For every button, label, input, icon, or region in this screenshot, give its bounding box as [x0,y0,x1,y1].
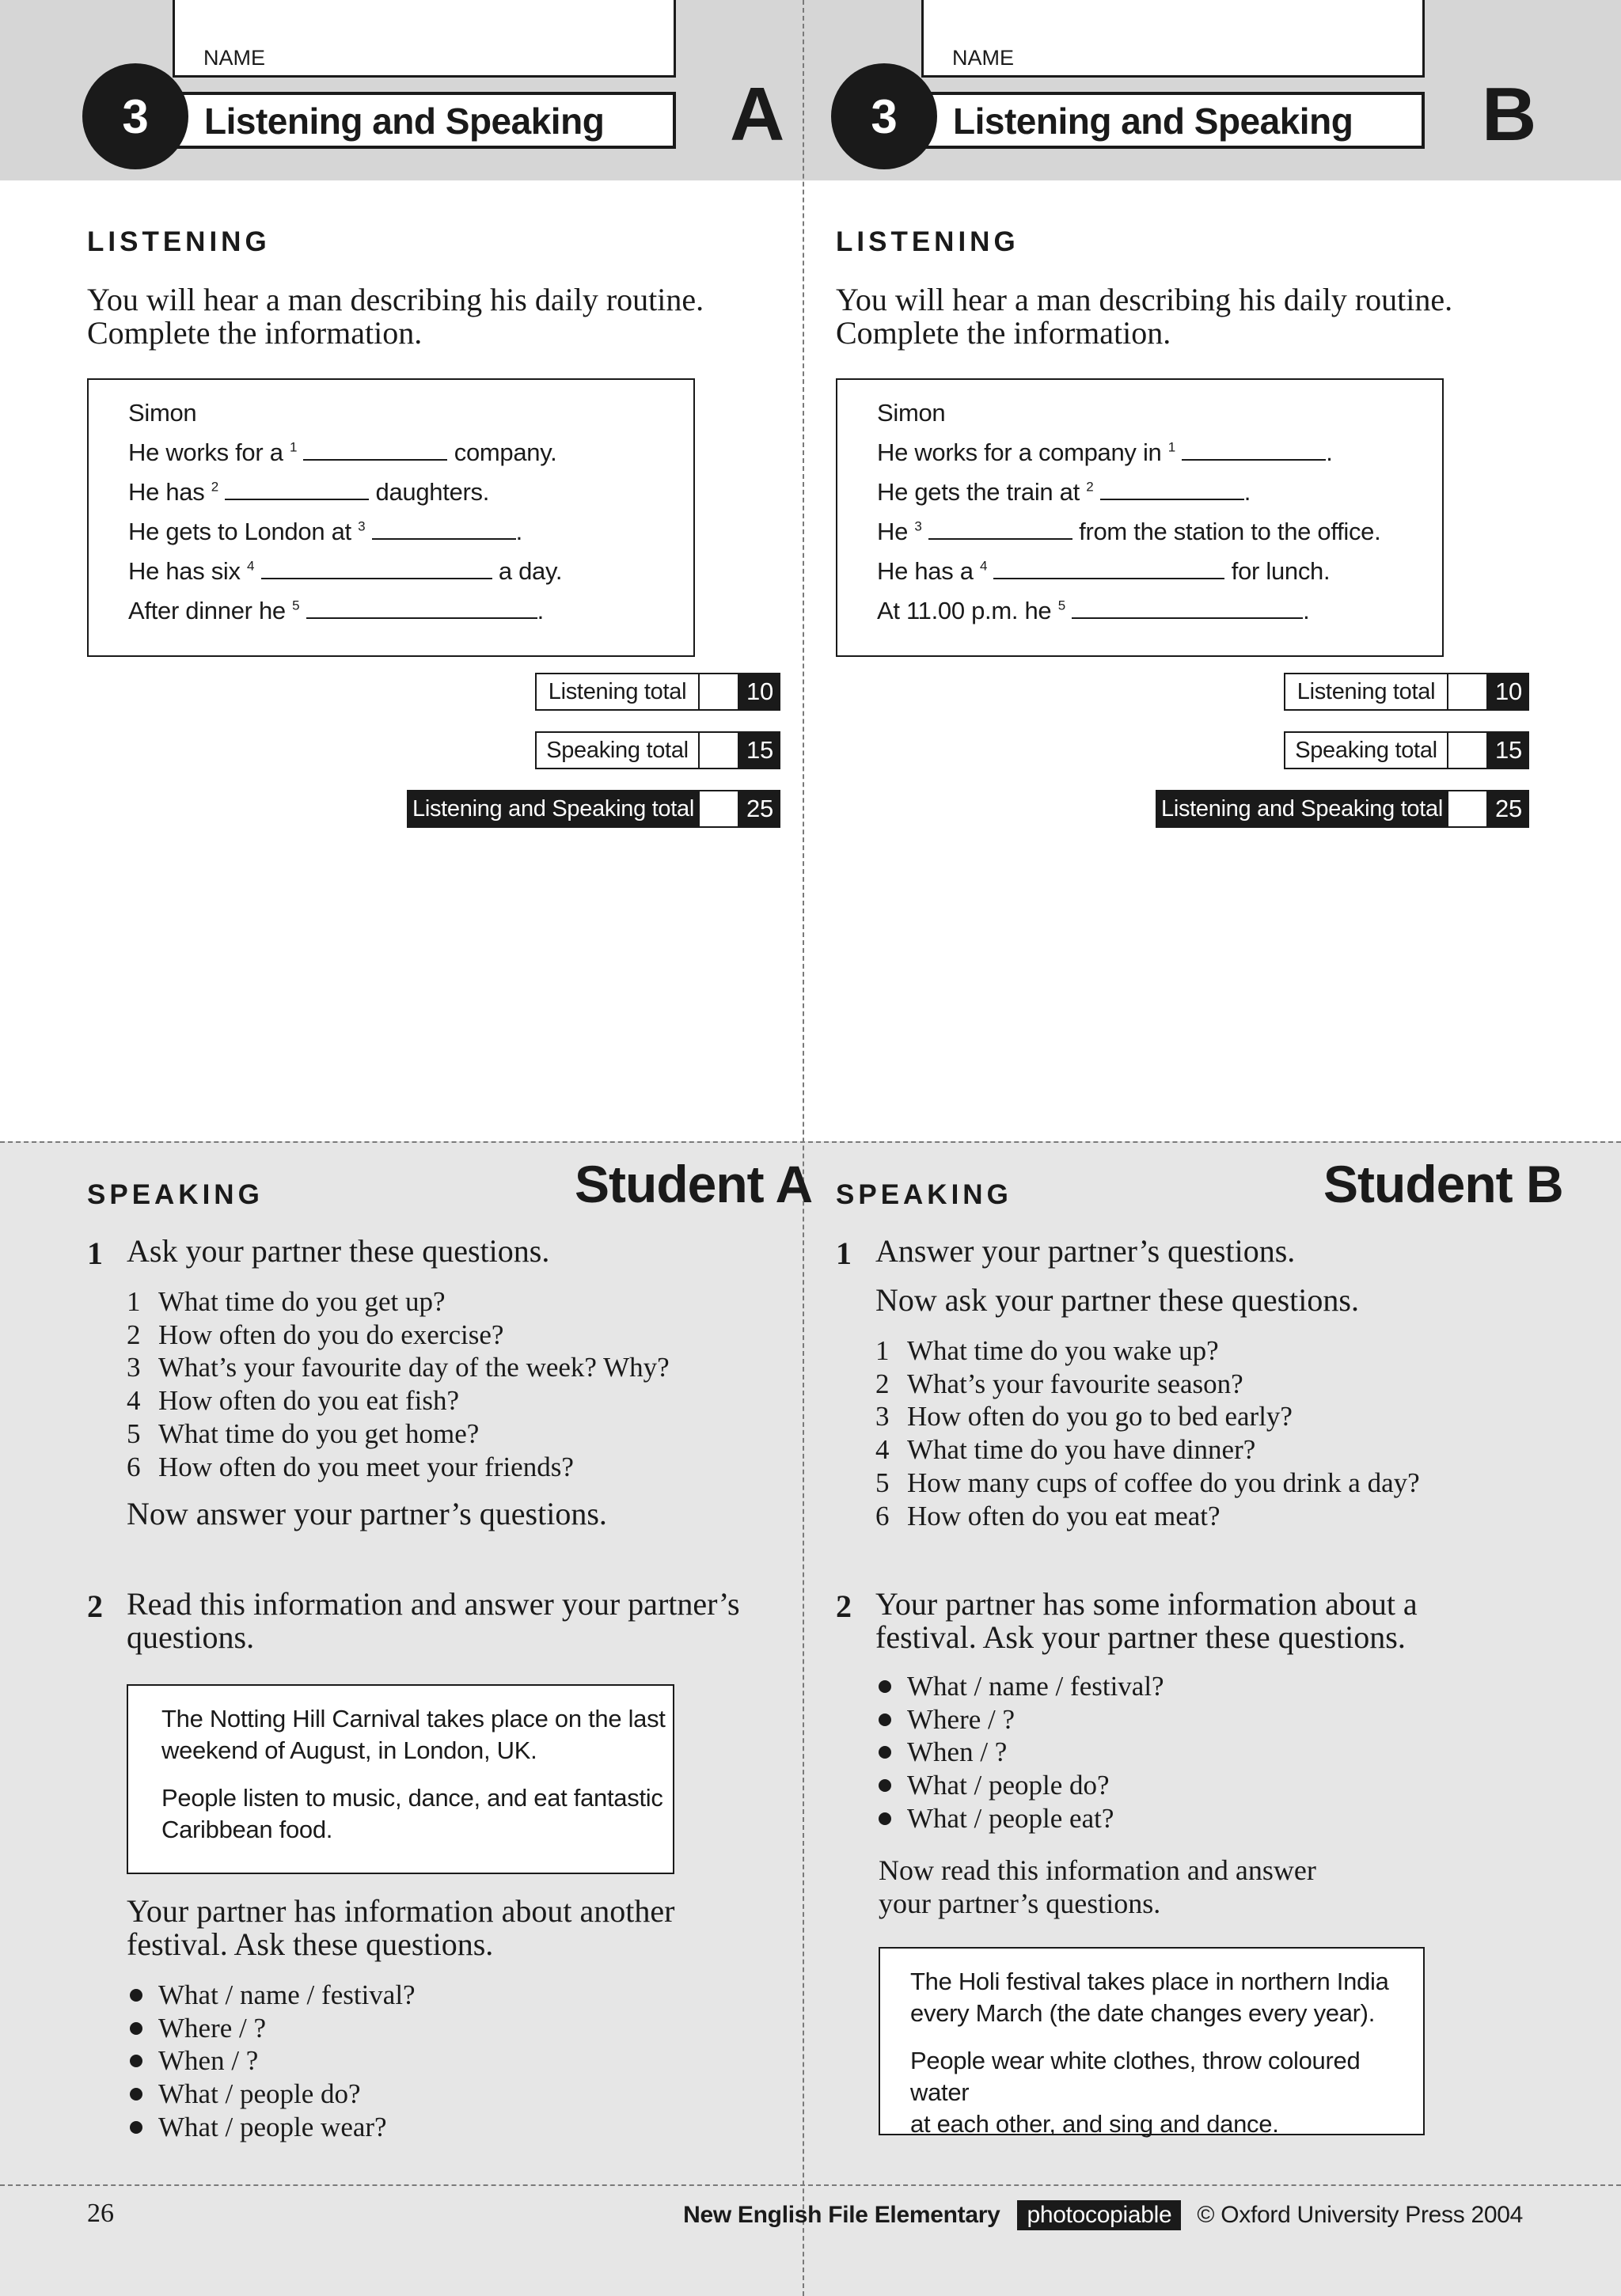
answer-blank[interactable] [372,521,516,540]
info-text-box-a [127,1684,674,1874]
speaking-heading: SPEAKING [87,1179,264,1210]
score-entry-box[interactable] [700,731,739,769]
photocopiable-badge: photocopiable [1017,2200,1181,2230]
bullet-item: What / people wear? [130,2111,416,2144]
list-item: 5 How many cups of coffee do you drink a day? [875,1467,1420,1498]
overall-total-score [1156,790,1529,828]
question-instruction: Read this information and answer your partner’s questions. [127,1586,740,1655]
bullet-icon [130,2022,142,2035]
list-item: 6 How often do you eat meat? [875,1500,1220,1531]
info-text-box-b [879,1947,1425,2138]
score-entry-box[interactable] [700,790,739,828]
question-subinstruction: Now ask your partner these questions. [875,1282,1359,1318]
intro-line: You will hear a man describing his daily routine. [87,282,704,317]
score-entry-box[interactable] [700,673,739,711]
speaking-heading: SPEAKING [836,1179,1012,1210]
question-number: 1 [87,1235,103,1271]
score-max: 15 [1488,731,1529,769]
info-line-2: He has $^2$ daughters. [128,478,490,506]
student-label-b: Student B [1323,1155,1563,1213]
list-item: 1 What time do you get up? [127,1286,446,1317]
answer-blank[interactable] [1072,600,1303,619]
listening-heading: LISTENING [836,226,1019,257]
score-max: 10 [1488,673,1529,711]
answer-blank[interactable] [993,560,1224,579]
cut-line-vertical [803,0,804,2296]
listening-total-score [1284,673,1529,711]
bullet-icon [879,1779,891,1792]
score-label: Listening total [1284,673,1448,711]
info-line-3: He $^3$ from the station to the office. [877,518,1381,545]
question-followup: Now read this information and answer your partner’s questions. [879,1854,1316,1919]
question-number: 2 [87,1588,103,1624]
bullet-item: What / name / festival? [879,1670,1164,1703]
bullet-icon [130,1989,142,2002]
page-title: Listening and Speaking [204,101,605,142]
cut-line-horizontal [0,1141,1621,1143]
info-box-b [836,378,1444,657]
score-max: 25 [739,790,780,828]
bullet-item: When / ? [130,2044,416,2078]
bullet-icon [879,1680,891,1693]
answer-blank[interactable] [225,481,369,500]
answer-blank[interactable] [303,442,447,461]
intro-line: Complete the information. [836,315,1171,351]
score-entry-box[interactable] [1448,790,1488,828]
bullet-icon [879,1746,891,1759]
bullet-item: What / name / festival? [130,1979,416,2012]
intro-line: You will hear a man describing his daily routine. [836,282,1453,317]
question-list-b [875,1334,1420,1532]
list-item: 3 How often do you go to bed early? [875,1401,1293,1433]
listening-heading: LISTENING [87,226,271,257]
listening-total-score [535,673,780,711]
answer-blank[interactable] [261,560,492,579]
info-name: Simon [877,399,946,427]
info-line-4: He has a $^4$ for lunch. [877,557,1331,585]
name-field-b[interactable] [921,0,1425,78]
score-max: 25 [1488,790,1529,828]
answer-blank[interactable] [928,521,1072,540]
version-letter-a: A [730,72,785,157]
list-item: 2 What’s your favourite season? [875,1368,1243,1399]
unit-number-badge: 3 [831,63,937,169]
score-label: Listening total [535,673,700,711]
speaking-total-score [535,731,780,769]
score-label: Speaking total [535,731,700,769]
score-max: 10 [739,673,780,711]
listening-intro [87,283,799,350]
list-item: 4 What time do you have dinner? [875,1434,1256,1466]
name-field-a[interactable] [173,0,676,78]
list-item: 4 How often do you eat fish? [127,1385,460,1417]
question-list-a [127,1285,670,1483]
question-number: 2 [836,1588,852,1624]
student-label-a: Student A [575,1155,813,1213]
question-followup: Now answer your partner’s questions. [127,1496,607,1531]
listening-intro [836,283,1548,350]
info-line-5: After dinner he $^5$ . [128,597,544,624]
copyright: © Oxford University Press 2004 [1197,2202,1523,2228]
bullet-list-b [879,1670,1164,1835]
score-label: Speaking total [1284,731,1448,769]
unit-number-badge: 3 [82,63,188,169]
list-item: 2 How often do you do exercise? [127,1319,504,1350]
bullet-item: Where / ? [879,1703,1164,1736]
bullet-icon [130,2088,142,2101]
info-paragraph: The Holi festival takes place in northern India every March (the date changes every year). [910,1968,1389,2027]
score-entry-box[interactable] [1448,673,1488,711]
overall-total-score [407,790,780,828]
info-paragraph: The Notting Hill Carnival takes place on the last weekend of August, in London, UK. [161,1705,666,1764]
score-max: 15 [739,731,780,769]
question-number: 1 [836,1235,852,1271]
info-box-a [87,378,695,657]
info-line-1: He works for a $^1$ company. [128,438,557,466]
page-number: 26 [87,2199,114,2228]
question-instruction: Ask your partner these questions. [127,1233,550,1269]
info-line-2: He gets the train at $^2$ . [877,478,1251,506]
bullet-icon [879,1713,891,1726]
info-line-5: At 11.00 p.m. he $^5$ . [877,597,1310,624]
info-name: Simon [128,399,197,427]
bullet-item: Where / ? [130,2012,416,2045]
book-title: New English File Elementary [683,2202,1000,2228]
page-title: Listening and Speaking [953,101,1353,142]
list-item: 5 What time do you get home? [127,1417,480,1449]
bullet-icon [130,2055,142,2067]
title-box-a [173,92,676,149]
info-line-4: He has six $^4$ a day. [128,557,563,585]
version-letter-b: B [1482,72,1537,157]
question-instruction: Answer your partner’s questions. [875,1233,1296,1269]
bullet-icon [130,2121,142,2134]
name-label: NAME [952,46,1015,70]
question-instruction: Your partner has some information about a festival. Ask your partner these questions. [875,1586,1418,1655]
answer-blank[interactable] [306,600,537,619]
list-item: 1 What time do you wake up? [875,1335,1219,1366]
answer-blank[interactable] [1100,481,1244,500]
footer-credits [683,2200,1523,2230]
title-box-b [921,92,1425,149]
info-line-3: He gets to London at $^3$ . [128,518,522,545]
answer-blank[interactable] [1182,442,1326,461]
info-paragraph: People wear white clothes, throw coloured water at each other, and sing and dance. [910,2047,1361,2138]
question-followup: Your partner has information about another festival. Ask these questions. [127,1893,675,1962]
speaking-total-score [1284,731,1529,769]
bullet-item: What / people do? [879,1769,1164,1802]
score-label: Listening and Speaking total [407,790,700,828]
list-item: 6 How often do you meet your friends? [127,1451,574,1482]
score-label: Listening and Speaking total [1156,790,1448,828]
score-entry-box[interactable] [1448,731,1488,769]
info-paragraph: People listen to music, dance, and eat fantastic Caribbean food. [161,1784,663,1843]
footer-rule [0,2184,1621,2186]
bullet-item: What / people eat? [879,1802,1164,1835]
bullet-item: What / people do? [130,2078,416,2111]
info-line-1: He works for a company in $^1$ . [877,438,1333,466]
bullet-icon [879,1812,891,1825]
list-item: 3 What’s your favourite day of the week? Why? [127,1352,670,1383]
bullet-item: When / ? [879,1736,1164,1769]
intro-line: Complete the information. [87,315,423,351]
name-label: NAME [203,46,266,70]
bullet-list-a [130,1979,416,2144]
